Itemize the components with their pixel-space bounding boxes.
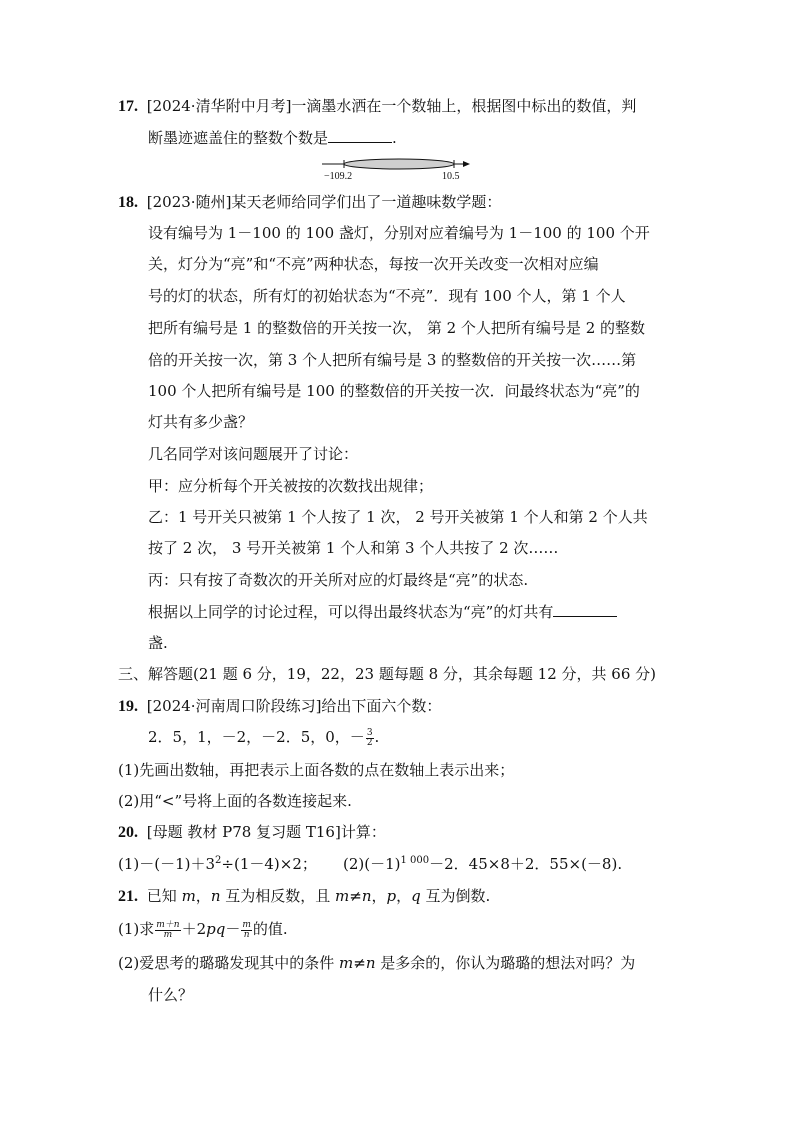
q21-part2: (2)爱思考的璐璐发现其中的条件 m≠n 是多余的，你认为璐璐的想法对吗？为 bbox=[118, 954, 636, 972]
q20-expr2: $(2)(-1)^{1 000}-2$．45×8＋2．55×(－8). bbox=[343, 855, 623, 873]
question-17-line2: 断墨迹遮盖住的整数个数是 . bbox=[148, 129, 397, 147]
fraction: $\frac{m+n}{m}$ bbox=[156, 919, 180, 940]
question-17-line1: 17. [2024·清华附中月考]一滴墨水洒在一个数轴上，根据图中标出的数值，判 bbox=[118, 97, 637, 115]
q18-last-line: 盏. bbox=[148, 634, 168, 652]
number-line-figure bbox=[318, 152, 478, 182]
q19-numbers: 2．5，1，－2，－2．5，0，－ $\frac{3}{2}$ . bbox=[148, 727, 380, 748]
q20-expr1: $(1)-(-1)+3^2\div(1-4)\times 2$； bbox=[118, 855, 317, 873]
q18-para-line: 把所有编号是 1 的整数倍的开关按一次， 第 2 个人把所有编号是 2 的整数 bbox=[148, 319, 646, 337]
q18-para-line: 乙：1 号开关只被第 1 个人按了 1 次， 2 号开关被第 1 个人和第 2 个人共 bbox=[148, 508, 648, 526]
axis-right-label: 10.5 bbox=[442, 171, 460, 182]
q18-para-line: 按了 2 次， 3 号开关被第 1 个人和第 3 个人共按了 2 次…… bbox=[148, 539, 559, 557]
q18-para-line: 几名同学对该问题展开了讨论： bbox=[148, 445, 359, 463]
question-number: 17. bbox=[118, 98, 138, 115]
section-heading: 三、解答题(21 题 6 分，19，22，23 题每题 8 分，其余每题 12 分，共 66 分) bbox=[118, 665, 656, 683]
question-20-line1: 20. [母题 教材 P78 复习题 T16]计算： bbox=[118, 823, 386, 841]
q18-para-line: 倍的开关按一次，第 3 个人把所有编号是 3 的整数倍的开关按一次……第 bbox=[148, 351, 637, 369]
axis-left-label: −109.2 bbox=[324, 171, 353, 182]
q18-para-line: 关，灯分为“亮”和“不亮”两种状态，每按一次开关改变一次相对应编 bbox=[148, 255, 599, 273]
question-number: 19. bbox=[118, 698, 138, 715]
q18-para-line: 甲：应分析每个开关被按的次数找出规律； bbox=[148, 477, 434, 495]
q21-part2-cont: 什么？ bbox=[148, 986, 194, 1004]
question-19-line1: 19. [2024·河南周口阶段练习]给出下面六个数： bbox=[118, 697, 442, 715]
question-18-line1: 18. [2023·随州]某天老师给同学们出了一道趣味数学题： bbox=[118, 193, 502, 211]
question-number: 21. bbox=[118, 888, 138, 905]
q18-para-line: 设有编号为 1－100 的 100 盏灯，分别对应着编号为 1－100 的 100 个开 bbox=[148, 224, 650, 242]
answer-blank[interactable] bbox=[553, 602, 617, 617]
q18-para-line: 根据以上同学的讨论过程，可以得出最终状态为“亮”的灯共有 bbox=[148, 602, 617, 622]
fraction: $\frac{m}{n}$ bbox=[242, 919, 251, 940]
q19-part1: (1)先画出数轴，再把表示上面各数的点在数轴上表示出来； bbox=[118, 761, 515, 779]
question-number: 18. bbox=[118, 194, 138, 211]
answer-blank[interactable] bbox=[328, 128, 392, 143]
q19-part2: (2)用“<”号将上面的各数连接起来. bbox=[118, 792, 352, 810]
q21-part1: (1)求 $\frac{m+n}{m}$ ＋2pq－ $\frac{m}{n}$ 的值. bbox=[118, 919, 288, 940]
ink-blot bbox=[344, 159, 454, 169]
q18-para-line: 号的灯的状态，所有灯的初始状态为“不亮”．现有 100 个人，第 1 个人 bbox=[148, 287, 626, 305]
q18-para-line: 丙：只有按了奇数次的开关所对应的灯最终是“亮”的状态. bbox=[148, 571, 529, 589]
question-21-line1: 21. 已知 m，n 互为相反数，且 m≠n，p，q 互为倒数. bbox=[118, 887, 491, 905]
arrow-icon bbox=[463, 161, 470, 167]
q18-para-line: 灯共有多少盏？ bbox=[148, 413, 254, 431]
fraction: $\frac{3}{2}$ bbox=[366, 727, 373, 748]
question-number: 20. bbox=[118, 824, 138, 841]
q18-para-line: 100 个人把所有编号是 100 的整数倍的开关按一次．问最终状态为“亮”的 bbox=[148, 382, 640, 400]
